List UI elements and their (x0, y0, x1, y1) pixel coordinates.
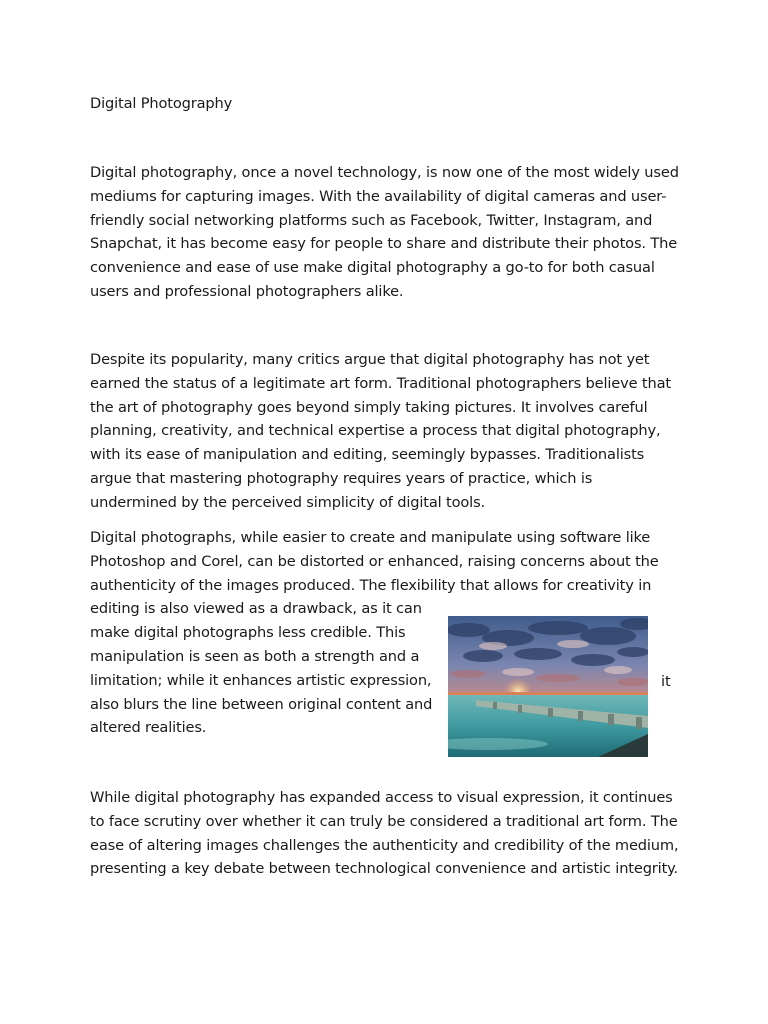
paragraph-1-line: mediums for capturing images. With the availability of digital cameras and user- (90, 187, 667, 205)
paragraph-2-line: with its ease of manipulation and editing, seemingly bypasses. Traditionalists (90, 446, 645, 464)
paragraph-3-line: altered realities. (90, 719, 207, 737)
paragraph-4-line: While digital photography has expanded access to visual expression, it continues (90, 789, 673, 806)
paragraph-1-line: Digital photography, once a novel technology, is now one of the most widely used (90, 164, 679, 181)
paragraph-4-line: ease of altering images challenges the authenticity and credibility of the medium, (90, 836, 679, 854)
paragraph-2-line: earned the status of a legitimate art form. Traditional photographers believe that (90, 374, 671, 392)
paragraph-3-line: manipulation is seen as both a strength and a (90, 647, 420, 665)
paragraph-2-line: the art of photography goes beyond simply taking pictures. It involves careful (90, 398, 648, 416)
paragraph-2-line: Despite its popularity, many critics argue that digital photography has not yet (90, 351, 650, 368)
paragraph-2-line: argue that mastering photography requires years of practice, which is (90, 469, 593, 487)
paragraph-2 (90, 348, 671, 515)
paragraph-3-line: Photoshop and Corel, can be distorted or enhanced, raising concerns about the (90, 552, 659, 570)
paragraph-3-line: editing is also viewed as a drawback, as it can (90, 600, 422, 618)
paragraph-4-line: presenting a key debate between technological convenience and artistic integrity. (90, 860, 679, 878)
paragraph-1-line: users and professional photographers alike. (90, 282, 404, 300)
paragraph-1-line: friendly social networking platforms such as Facebook, Twitter, Instagram, and (90, 211, 653, 229)
document-title: Digital Photography (90, 95, 233, 112)
paragraph-4 (90, 786, 678, 881)
paragraph-4-line: to face scrutiny over whether it can truly be considered a traditional art form. The (90, 812, 678, 830)
paragraph-2-line: undermined by the perceived simplicity of digital tools. (90, 493, 486, 511)
paragraph-3-line: authenticity of the images produced. The flexibility that allows for creativity in (90, 576, 652, 594)
paragraph-3-line: also blurs the line between original content and (90, 695, 433, 713)
paragraph-3-line: make digital photographs less credible. This (90, 624, 406, 642)
paragraph-1 (90, 161, 679, 304)
paragraph-3-line: limitation; while it enhances artistic expression, (90, 671, 432, 689)
paragraph-2-line: planning, creativity, and technical expertise a process that digital photography, (90, 422, 661, 440)
paragraph-3-wrap-word: it (661, 673, 671, 690)
paragraph-1-line: convenience and ease of use make digital photography a go-to for both casual (90, 259, 655, 277)
seaside-pool-sunset-photo (448, 616, 648, 757)
paragraph-1-line: Snapchat, it has become easy for people to share and distribute their photos. The (90, 235, 678, 253)
paragraph-3-line: Digital photographs, while easier to create and manipulate using software like (90, 529, 651, 546)
